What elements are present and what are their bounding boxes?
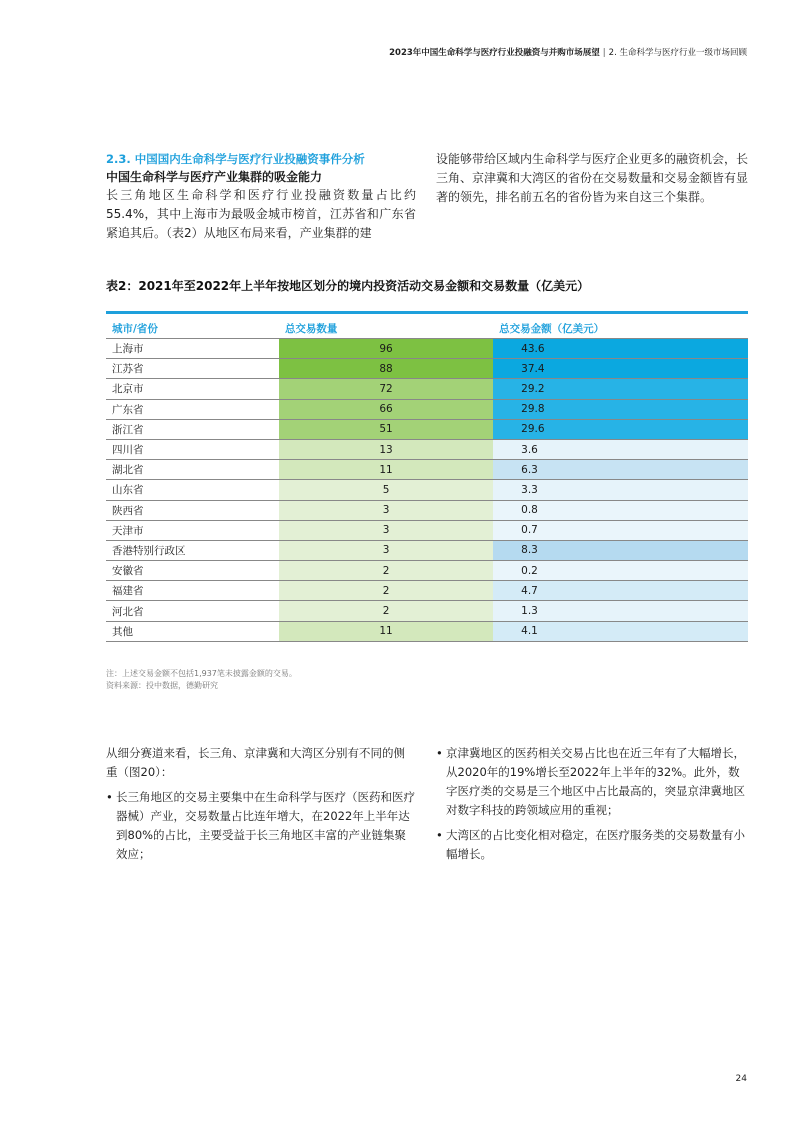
section-title: 2.3. 中国国内生命科学与医疗行业投融资事件分析 xyxy=(106,152,365,166)
cell-count: 5 xyxy=(279,480,493,500)
table-row xyxy=(106,500,748,520)
header-city: 城市/省份 xyxy=(106,318,279,339)
cell-count: 51 xyxy=(279,419,493,439)
table-row xyxy=(106,581,748,601)
bullet-item xyxy=(436,744,748,820)
cell-count: 13 xyxy=(279,439,493,459)
intro-paragraph-left: 长三角地区生命科学和医疗行业投融资数量占比约55.4%，其中上海市为最吸金城市榜首，江苏省和广东省紧追其后。（表2）从地区布局来看，产业集群的建 xyxy=(106,188,416,240)
cell-city: 福建省 xyxy=(106,581,279,601)
cell-amount: 8.3 xyxy=(493,540,748,560)
table-body xyxy=(106,339,748,642)
bullet-symbol: • xyxy=(436,828,443,842)
cell-amount: 4.1 xyxy=(493,621,748,641)
table-row xyxy=(106,359,748,379)
bullet-text-greater-bay: 大湾区的占比变化相对稳定，在医疗服务类的交易数量有小幅增长。 xyxy=(446,828,745,861)
table-row xyxy=(106,460,748,480)
cell-city: 北京市 xyxy=(106,379,279,399)
page-number: 24 xyxy=(735,1074,747,1084)
cell-city: 天津市 xyxy=(106,520,279,540)
cell-amount: 1.3 xyxy=(493,601,748,621)
table-source: 资料来源：投中数据，德勤研究 xyxy=(106,681,218,690)
cell-count: 66 xyxy=(279,399,493,419)
header-count: 总交易数量 xyxy=(279,318,493,339)
table-row xyxy=(106,561,748,581)
table-row xyxy=(106,399,748,419)
table-row xyxy=(106,540,748,560)
cell-city: 广东省 xyxy=(106,399,279,419)
header-amount: 总交易金额（亿美元） xyxy=(493,318,748,339)
cell-city: 山东省 xyxy=(106,480,279,500)
cell-count: 11 xyxy=(279,460,493,480)
header-doc-title: 2023年中国生命科学与医疗行业投融资与并购市场展望 xyxy=(389,48,600,58)
cell-amount: 29.8 xyxy=(493,399,748,419)
bullet-item xyxy=(106,788,416,864)
bullet-item xyxy=(436,826,748,864)
cell-count: 88 xyxy=(279,359,493,379)
cell-amount: 6.3 xyxy=(493,460,748,480)
table-row xyxy=(106,520,748,540)
cell-count: 2 xyxy=(279,601,493,621)
bullet-symbol: • xyxy=(436,746,443,760)
table-note: 注：上述交易金额不包括1,937笔未披露金额的交易。 xyxy=(106,669,297,678)
cell-amount: 0.8 xyxy=(493,500,748,520)
cell-city: 河北省 xyxy=(106,601,279,621)
bullet-symbol: • xyxy=(106,790,113,804)
cell-amount: 3.3 xyxy=(493,480,748,500)
table-row xyxy=(106,419,748,439)
section-subtitle: 中国生命科学与医疗产业集群的吸金能力 xyxy=(106,170,323,184)
intro-right-column xyxy=(436,150,748,207)
cell-city: 浙江省 xyxy=(106,419,279,439)
body-intro: 从细分赛道来看，长三角、京津冀和大湾区分别有不同的侧重（图20）： xyxy=(106,746,405,779)
cell-count: 3 xyxy=(279,500,493,520)
region-investment-table xyxy=(106,318,748,642)
header-chapter: 2. 生命科学与医疗行业一级市场回顾 xyxy=(608,48,747,58)
running-header xyxy=(389,46,747,58)
cell-count: 3 xyxy=(279,540,493,560)
table-title: 表2：2021年至2022年上半年按地区划分的境内投资活动交易金额和交易数量（亿美元） xyxy=(106,279,590,293)
table-top-rule xyxy=(106,311,748,314)
cell-count: 3 xyxy=(279,520,493,540)
cell-count: 96 xyxy=(279,339,493,359)
table-header-row xyxy=(106,318,748,339)
cell-count: 11 xyxy=(279,621,493,641)
cell-amount: 29.2 xyxy=(493,379,748,399)
cell-count: 2 xyxy=(279,581,493,601)
table-row xyxy=(106,379,748,399)
cell-amount: 4.7 xyxy=(493,581,748,601)
cell-amount: 43.6 xyxy=(493,339,748,359)
cell-count: 2 xyxy=(279,561,493,581)
cell-city: 陕西省 xyxy=(106,500,279,520)
body-left-column xyxy=(106,744,416,864)
cell-city: 四川省 xyxy=(106,439,279,459)
table-row xyxy=(106,439,748,459)
bullet-text-jingjinji: 京津冀地区的医药相关交易占比也在近三年有了大幅增长，从2020年的19%增长至2022年上半年的32%。此外，数字医疗类的交易是三个地区中占比最高的，突显京津冀地区对数字科技的跨领域应用的重视； xyxy=(446,746,745,817)
body-right-column xyxy=(436,744,748,864)
table-row xyxy=(106,339,748,359)
cell-city: 香港特别行政区 xyxy=(106,540,279,560)
header-separator: | xyxy=(602,48,606,58)
cell-amount: 3.6 xyxy=(493,439,748,459)
bullet-text-yangtze: 长三角地区的交易主要集中在生命科学与医疗（医药和医疗器械）产业，交易数量占比连年增大，在2022年上半年达到80%的占比，主要受益于长三角地区丰富的产业链集聚效应； xyxy=(116,790,415,861)
table-row xyxy=(106,601,748,621)
cell-city: 江苏省 xyxy=(106,359,279,379)
cell-amount: 0.7 xyxy=(493,520,748,540)
table-row xyxy=(106,621,748,641)
cell-amount: 0.2 xyxy=(493,561,748,581)
cell-amount: 37.4 xyxy=(493,359,748,379)
cell-amount: 29.6 xyxy=(493,419,748,439)
cell-city: 安徽省 xyxy=(106,561,279,581)
cell-city: 上海市 xyxy=(106,339,279,359)
cell-city: 其他 xyxy=(106,621,279,641)
cell-city: 湖北省 xyxy=(106,460,279,480)
intro-paragraph-right: 设能够带给区域内生命科学与医疗企业更多的融资机会，长三角、京津冀和大湾区的省份在交易数量和交易金额皆有显著的领先，排名前五名的省份皆为来自这三个集群。 xyxy=(436,152,749,204)
intro-left-column xyxy=(106,150,416,243)
table-row xyxy=(106,480,748,500)
table-notes xyxy=(106,668,297,692)
cell-count: 72 xyxy=(279,379,493,399)
